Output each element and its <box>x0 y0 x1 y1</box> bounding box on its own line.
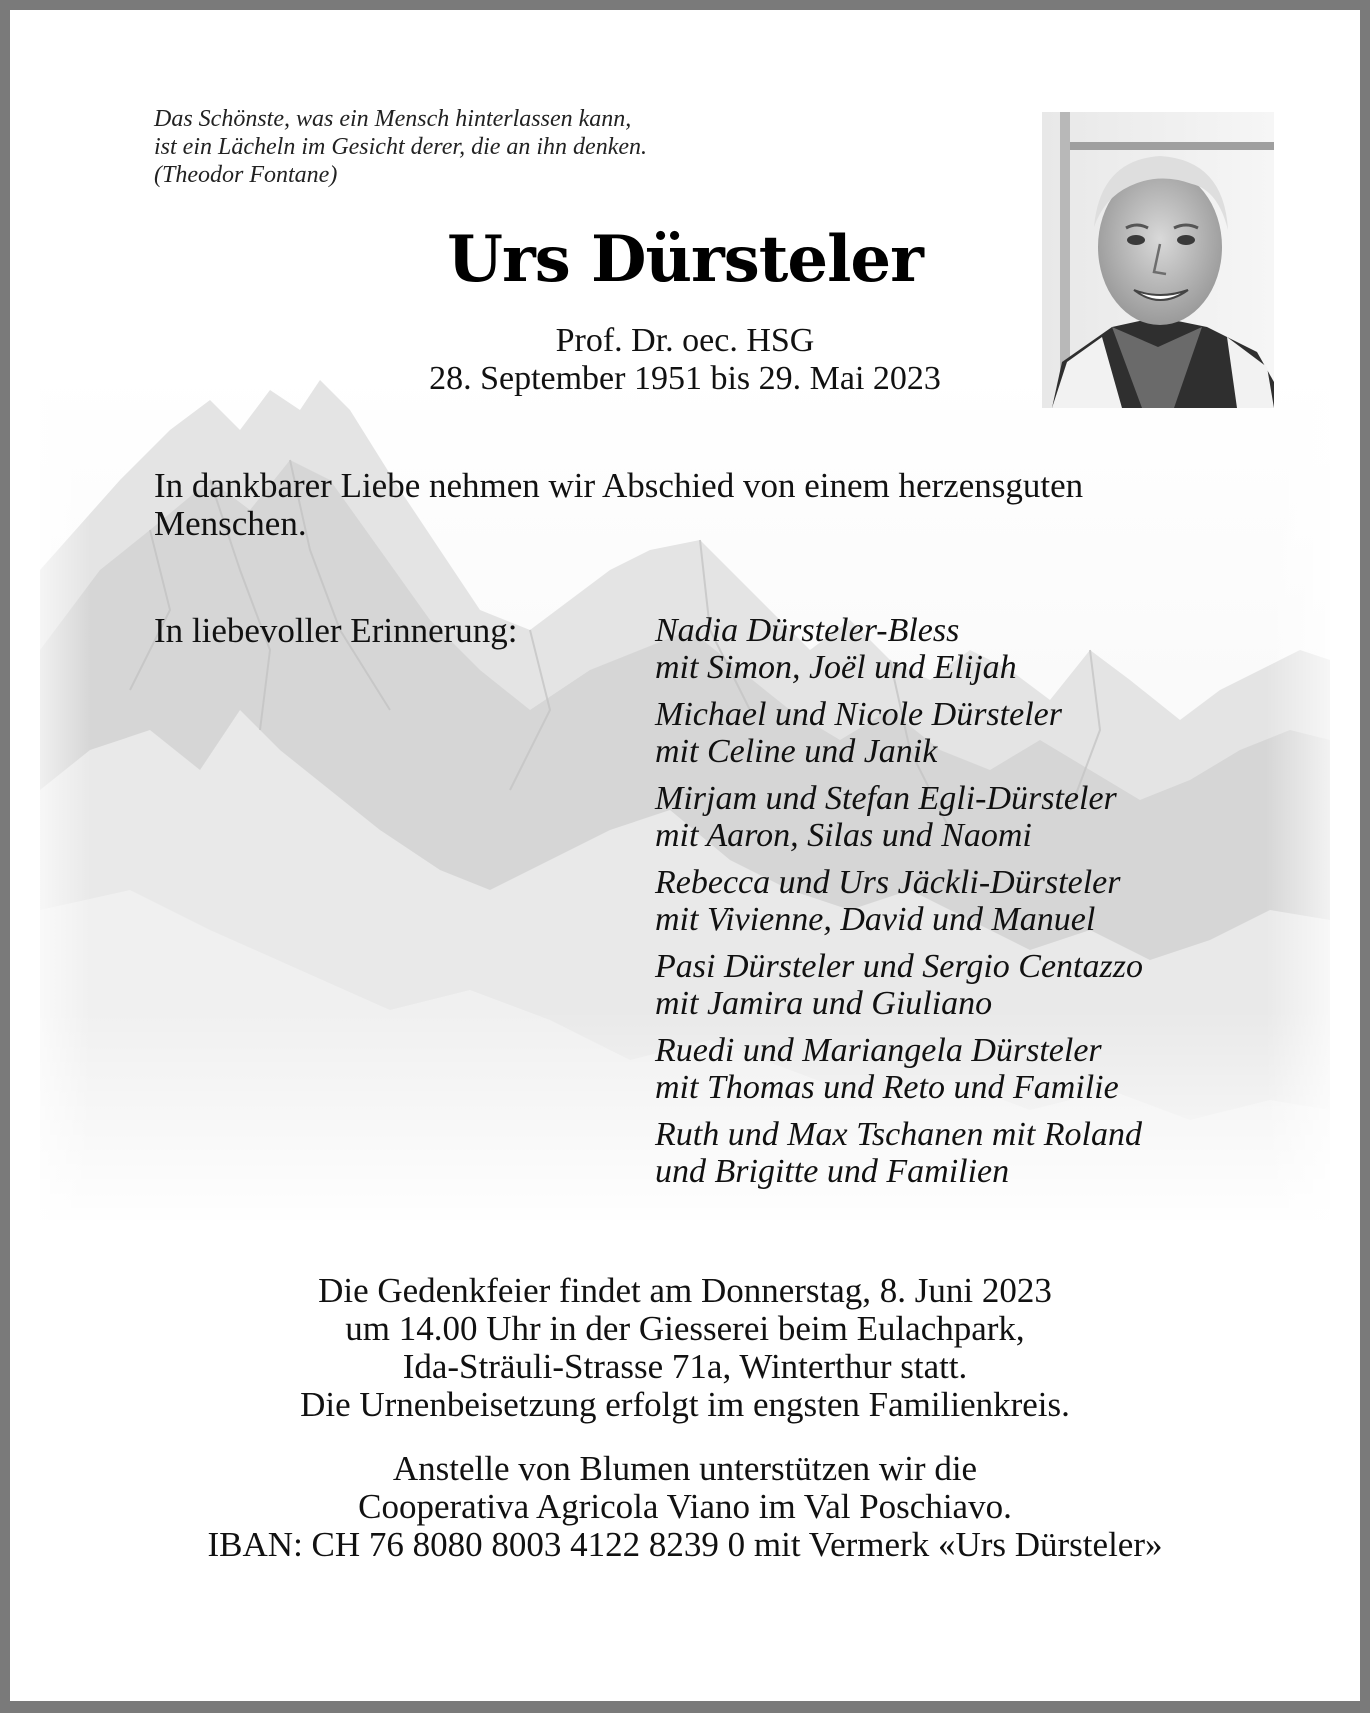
mourner-family: mit Jamira und Giuliano <box>655 985 993 1022</box>
ceremony-line: Die Urnenbeisetzung erfolgt im engsten Familienkreis. <box>300 1385 1070 1424</box>
quote-line: ist ein Lächeln im Gesicht derer, die an ihn denken. <box>154 134 648 160</box>
memorial-service-info <box>130 1272 1240 1424</box>
mourner-family: mit Vivienne, David und Manuel <box>655 901 1096 938</box>
iban-line: IBAN: CH 76 8080 8003 4122 8239 0 mit Vermerk «Urs Dürsteler» <box>207 1525 1163 1564</box>
life-dates: 28. September 1951 bis 29. Mai 2023 <box>429 360 941 397</box>
mourner-entry <box>655 864 1295 938</box>
mourner-family: mit Simon, Joël und Elijah <box>655 649 1017 686</box>
mourner-family: mit Thomas und Reto und Familie <box>655 1069 1119 1106</box>
portrait-photo <box>1042 112 1274 408</box>
donation-info <box>130 1450 1240 1564</box>
mourner-entry <box>655 948 1295 1022</box>
mourner-family: mit Celine und Janik <box>655 733 938 770</box>
farewell-text: In dankbarer Liebe nehmen wir Abschied von einem herzensguten Menschen. <box>154 466 1084 543</box>
mourner-entry <box>655 696 1295 770</box>
obituary-notice <box>10 10 1360 1701</box>
ceremony-line: um 14.00 Uhr in der Giesserei beim Eulachpark, <box>345 1309 1025 1348</box>
mourner-name: Pasi Dürsteler und Sergio Centazzo <box>655 948 1143 985</box>
mourner-entry <box>655 612 1295 686</box>
mourner-name: Nadia Dürsteler-Bless <box>655 612 960 649</box>
mourner-entry <box>655 780 1295 854</box>
quote <box>154 105 647 189</box>
remembrance-label: In liebevoller Erinnerung: <box>154 611 518 650</box>
mourner-entry <box>655 1116 1295 1190</box>
mourner-family: mit Aaron, Silas und Naomi <box>655 817 1032 854</box>
academic-title: Prof. Dr. oec. HSG <box>555 322 815 359</box>
mourner-name: Rebecca und Urs Jäckli-Dürsteler <box>655 864 1121 901</box>
donation-line: Cooperativa Agricola Viano im Val Poschiavo. <box>358 1487 1012 1526</box>
mourner-name: Ruth und Max Tschanen mit Roland <box>655 1116 1142 1153</box>
deceased-name: Urs Dürsteler <box>447 222 923 297</box>
ceremony-line: Die Gedenkfeier findet am Donnerstag, 8. Juni 2023 <box>318 1271 1052 1310</box>
mourner-name: Michael und Nicole Dürsteler <box>655 696 1062 733</box>
mourner-name: Ruedi und Mariangela Dürsteler <box>655 1032 1102 1069</box>
quote-line: Das Schönste, was ein Mensch hinterlassen kann, <box>154 106 632 132</box>
donation-line: Anstelle von Blumen unterstützen wir die <box>392 1449 978 1488</box>
mourner-entry <box>655 1032 1295 1106</box>
ceremony-line: Ida-Sträuli-Strasse 71a, Winterthur statt. <box>402 1347 968 1386</box>
mourner-list <box>655 612 1295 1200</box>
mourner-name: Mirjam und Stefan Egli-Dürsteler <box>655 780 1117 817</box>
quote-author: (Theodor Fontane) <box>154 162 338 188</box>
mourner-family: und Brigitte und Familien <box>655 1153 1010 1190</box>
